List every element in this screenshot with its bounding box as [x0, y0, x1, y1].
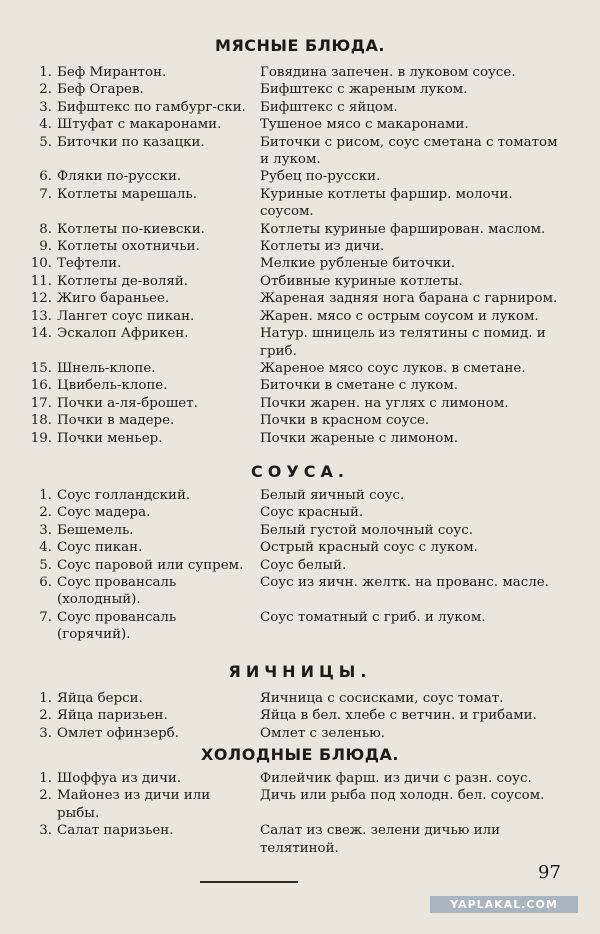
meat-dishes-list	[0, 64, 600, 447]
cold-dishes-list	[0, 770, 600, 857]
footer-rule	[200, 881, 298, 883]
list-item: 1. Шоффуа из дичи. Филейчик фарш. из дичи с разн. соус.	[39, 771, 532, 786]
list-item: 2. Яйца паризьен. Яйца в бел. хлебе с ветчин. и грибами.	[39, 708, 537, 724]
list-item: 1. Соус голландский. Белый яичный соус.	[39, 488, 405, 503]
list-item: 3. Бешемель. Белый густой молочный соус.	[39, 522, 474, 538]
section-title-cold-dishes: ХОЛОДНЫЕ БЛЮДА.	[200, 745, 400, 764]
list-item: 8. Котлеты по-киевски. Котлеты куриные фарширован. маслом.	[39, 221, 546, 237]
list-item: 3. Салат паризьен. Салат из свеж. зелени дичью или телятиной.	[39, 823, 501, 856]
list-item: 15. Шнель-клопе. Жареное мясо соус луков. в сметане.	[30, 360, 526, 376]
list-item: 16. Цвибель-клопе. Биточки в сметане с луком.	[30, 378, 459, 394]
list-item: 5. Биточки по казацки. Биточки с рисом, соус сметана с томатом и луком.	[39, 134, 558, 168]
list-item: 11. Котлеты де-воляй. Отбивные куриные котлеты.	[30, 273, 463, 289]
list-item: 6. Фляки по-русски. Рубец по-русски.	[39, 169, 381, 185]
list-item: 2. Майонез из дичи или рыбы. Дичь или рыба под холодн. бел. соусом.	[39, 788, 545, 821]
eggs-list	[0, 690, 600, 742]
sauces-list	[0, 487, 600, 644]
section-title-eggs: ЯИЧНИЦЫ.	[228, 662, 372, 681]
list-item: 4. Штуфат с макаронами. Тушеное мясо с макаронами.	[39, 117, 469, 133]
list-item: 13. Лангет соус пикан. Жарен. мясо с острым соусом и луком.	[30, 308, 539, 324]
page-number: 97	[538, 862, 561, 883]
section-title-meat: МЯСНЫЕ БЛЮДА.	[215, 36, 385, 55]
list-item: 5. Соус паровой или супрем. Соус белый.	[39, 557, 347, 573]
list-item: 7. Соус провансаль (горячий). Соус томатный с гриб. и луком.	[39, 609, 486, 643]
list-item: 14. Эскалоп Африкен. Натур. шницель из телятины с помид. и гриб.	[30, 326, 546, 359]
list-item: 9. Котлеты охотничьи. Котлеты из дичи.	[39, 239, 385, 255]
watermark: YAPLAKAL.COM	[430, 896, 578, 913]
list-item: 18. Почки в мадере. Почки в красном соусе.	[30, 413, 430, 429]
list-item: 3. Омлет офинзерб. Омлет с зеленью.	[39, 725, 386, 741]
section-title-sauces: СОУСА.	[251, 462, 349, 481]
list-item: 19. Почки меньер. Почки жареные с лимоном.	[30, 430, 459, 446]
list-item: 2. Беф Огарев. Бифштекс с жареным луком.	[39, 82, 468, 98]
list-item: 17. Почки а-ля-брошет. Почки жарен. на углях с лимоном.	[30, 395, 509, 411]
list-item: 12. Жиго бараньее. Жареная задняя нога барана с гарниром.	[30, 291, 558, 307]
list-item: 2. Соус мадера. Соус красный.	[39, 505, 364, 521]
list-item: 7. Котлеты марешаль. Куриные котлеты фаршир. молочи. соусом.	[39, 186, 513, 220]
list-item: 1. Беф Мирантон. Говядина запечен. в луковом соусе.	[39, 65, 516, 80]
list-item: 6. Соус провансаль (холодный). Соус из яичн. желтк. на прованс. масле.	[39, 575, 549, 608]
list-item: 4. Соус пикан. Острый красный соус с луком.	[39, 540, 478, 556]
list-item: 10. Тефтели. Мелкие рубленые биточки.	[30, 256, 456, 272]
list-item: 3. Бифштекс по гамбург-ски. Бифштекс с яйцом.	[39, 99, 398, 115]
list-item: 1. Яйца берси. Яичница с сосисками, соус томат.	[39, 691, 504, 706]
